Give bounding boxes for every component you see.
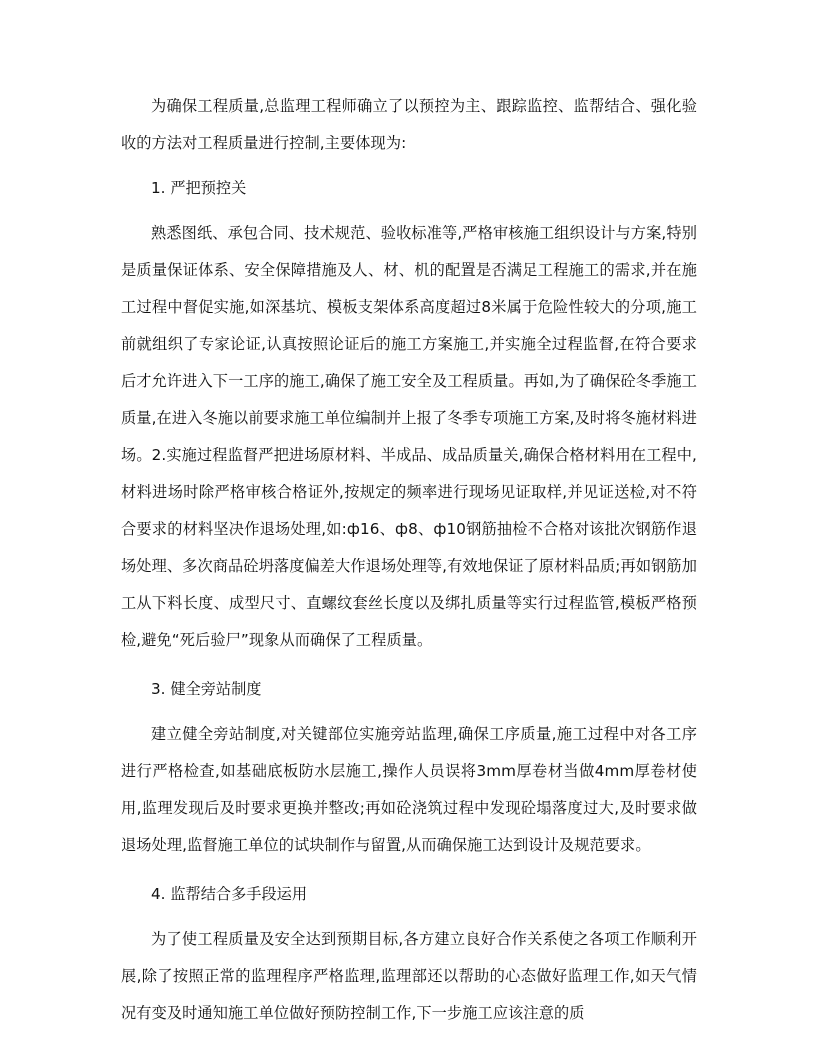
- section-4-body: 为了使工程质量及安全达到预期目标,各方建立良好合作关系使之各项工作顺利开展,除了按照正常的监理程序严格监理,监理部还以帮助的心态做好监理工作,如天气情况有变及时通知施工单位做好预防控制工作,下一步施工应该注意的质: [121, 930, 697, 1022]
- intro-paragraph: 为确保工程质量,总监理工程师确立了以预控为主、跟踪监控、监帮结合、强化验收的方法对工程质量进行控制,主要体现为:: [121, 97, 697, 152]
- document-body: [121, 88, 697, 1032]
- section-3-heading: 3. 健全旁站制度: [151, 680, 262, 698]
- section-1-heading: 1. 严把预控关: [151, 179, 247, 197]
- section-1-body: 熟悉图纸、承包合同、技术规范、验收标准等,严格审核施工组织设计与方案,特别是质量保证体系、安全保障措施及人、材、机的配置是否满足工程施工的需求,并在施工过程中督促实施,如深基坑、模板支架体系高度超过8米属于危险性较大的分项,施工前就组织了专家论证,认真按照论证后的施工方案施工,并实施全过程监督,在符合要求后才允许进入下一工序的施工,确保了施工安全及工程质量。再如,为了确保砼冬季施工质量,在进入冬施以前要求施工单位编制并上报了冬季专项施工方案,及时将冬施材料进场。2.实施过程监督严把进场原材料、半成品、成品质量关,确保合格材料用在工程中,材料进场时除严格审核合格证外,按规定的频率进行现场见证取样,并见证送检,对不符合要求的材料坚决作退场处理,如:ф16、ф8、ф10钢筋抽检不合格对该批次钢筋作退场处理、多次商品砼坍落度偏差大作退场处理等,有效地保证了原材料品质;再如钢筋加工从下料长度、成型尺寸、直螺纹套丝长度以及绑扎质量等实行过程监管,模板严格预检,避免“死后验尸”现象从而确保了工程质量。: [121, 224, 697, 649]
- section-4-heading: 4. 监帮结合多手段运用: [151, 885, 308, 903]
- section-3-body: 建立健全旁站制度,对关键部位实施旁站监理,确保工序质量,施工过程中对各工序进行严格检查,如基础底板防水层施工,操作人员误将3mm厚卷材当做4mm厚卷材使用,监理发现后及时要求更换并整改;再如砼浇筑过程中发现砼塌落度过大,及时要求做退场处理,监督施工单位的试块制作与留置,从而确保施工达到设计及规范要求。: [121, 725, 697, 854]
